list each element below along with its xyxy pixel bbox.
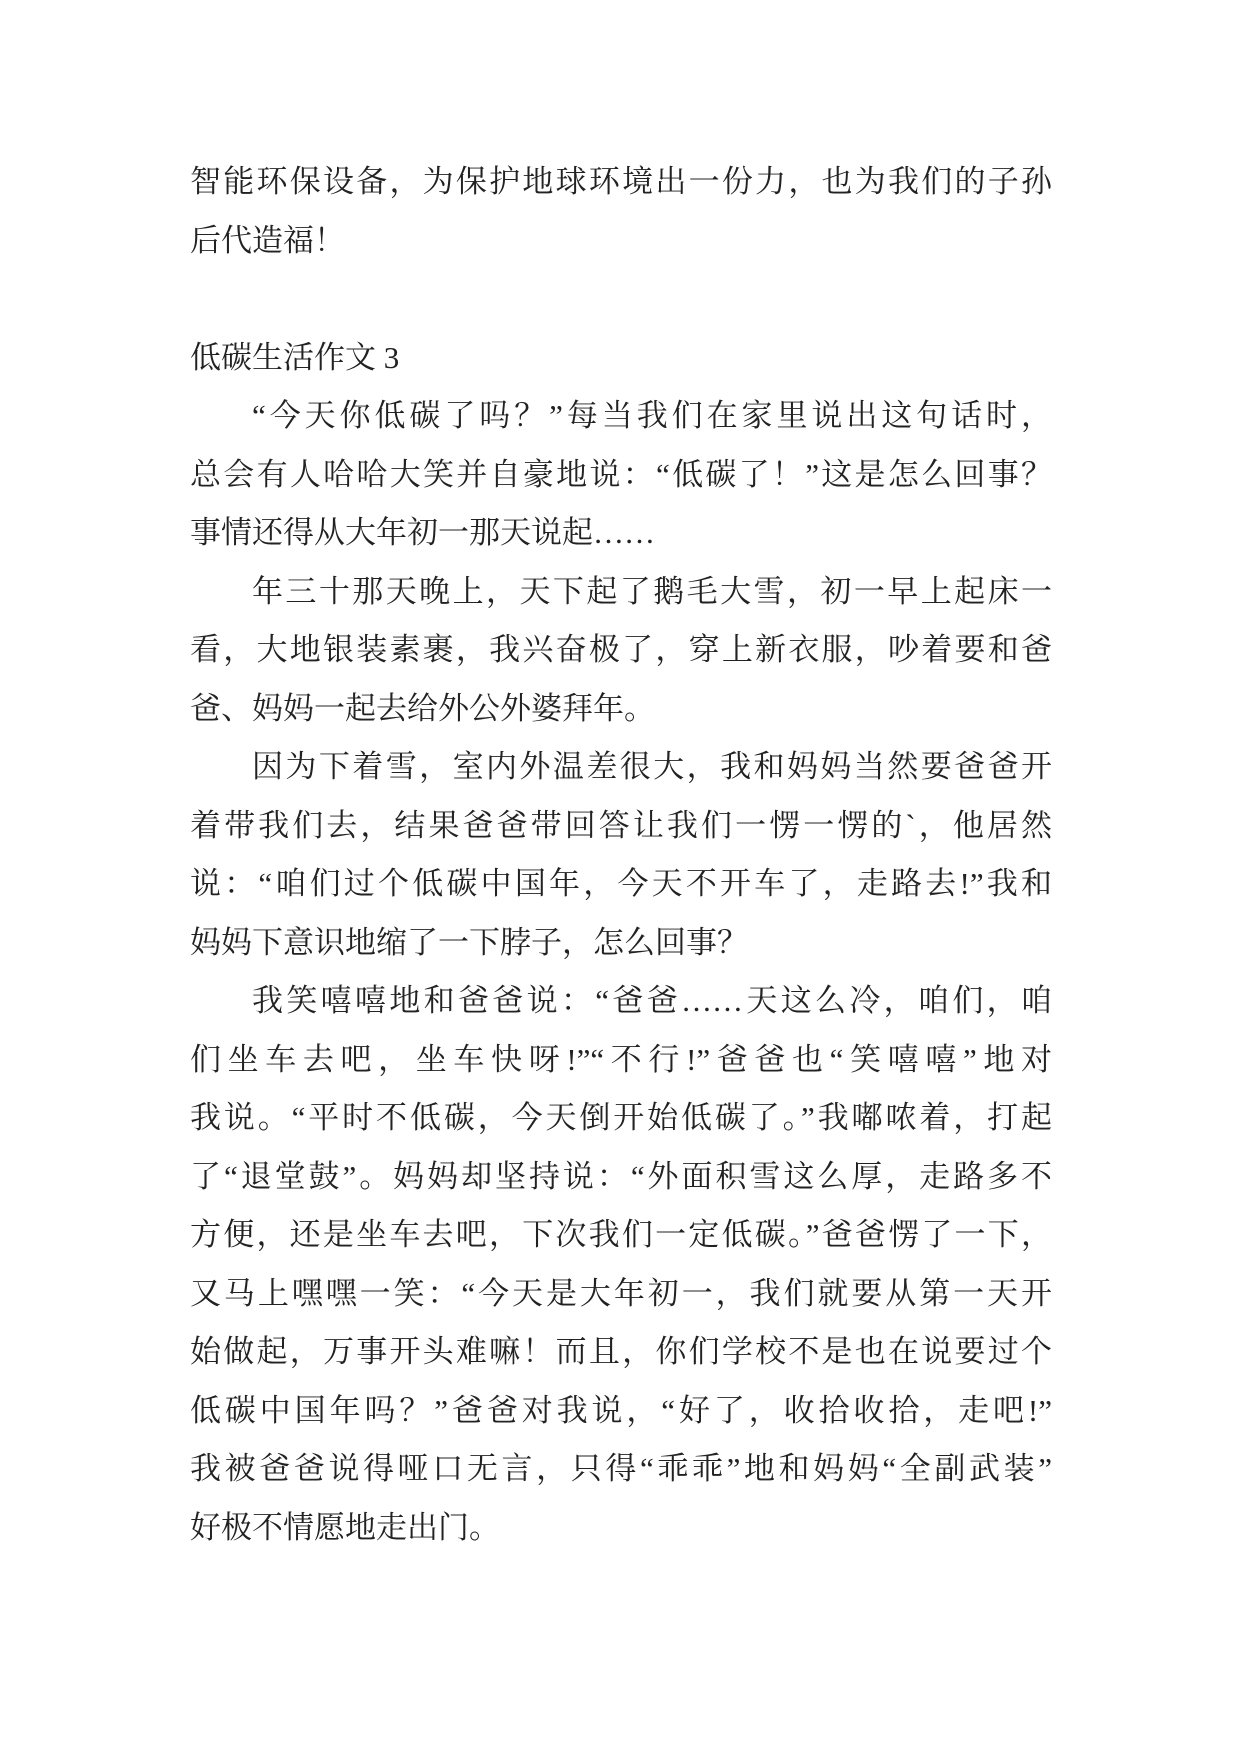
text-line: 我说。“平时不低碳，今天倒开始低碳了。”我嘟哝着，打起 xyxy=(190,1100,1052,1135)
essay-title: 低碳生活作文 3 xyxy=(190,339,400,375)
text-line: 我被爸爸说得哑口无言，只得“乖乖”地和妈妈“全副武装” xyxy=(190,1451,1052,1486)
text-line: 好极不情愿地走出门。 xyxy=(190,1509,500,1545)
text-line: 爸、妈妈一起去给外公外婆拜年。 xyxy=(190,690,655,726)
text-line: 低碳中国年吗？”爸爸对我说，“好了，收拾收拾，走吧!” xyxy=(190,1392,1052,1428)
document-body xyxy=(190,153,1052,1557)
paragraph xyxy=(190,738,1052,972)
text-line: 们坐车去吧，坐车快呀!”“不行!”爸爸也“笑嘻嘻”地对 xyxy=(190,1041,1052,1077)
continuation-paragraph xyxy=(190,153,1052,270)
text-line: 我笑嘻嘻地和爸爸说：“爸爸……天这么冷，咱们，咱 xyxy=(252,983,1052,1018)
text-line: 年三十那天晚上，天下起了鹅毛大雪，初一早上起床一 xyxy=(252,573,1052,609)
text-line: “今天你低碳了吗？”每当我们在家里说出这句话时， xyxy=(252,398,1052,433)
text-line: 看，大地银装素裹，我兴奋极了，穿上新衣服，吵着要和爸 xyxy=(190,632,1052,667)
text-line: 着带我们去，结果爸爸带回答让我们一愣一愣的`，他居然 xyxy=(190,807,1052,843)
text-line: 了“退堂鼓”。妈妈却坚持说：“外面积雪这么厚，走路多不 xyxy=(190,1158,1052,1194)
text-line: 总会有人哈哈大笑并自豪地说：“低碳了！”这是怎么回事？ xyxy=(190,456,1052,492)
text-line: 始做起，万事开头难嘛！而且，你们学校不是也在说要过个 xyxy=(190,1334,1052,1369)
paragraph xyxy=(190,563,1052,739)
text-line: 方便，还是坐车去吧，下次我们一定低碳。”爸爸愣了一下， xyxy=(190,1217,1052,1252)
text-line: 因为下着雪，室内外温差很大，我和妈妈当然要爸爸开 xyxy=(252,749,1052,784)
text-line: 又马上嘿嘿一笑：“今天是大年初一，我们就要从第一天开 xyxy=(190,1275,1052,1311)
paragraph xyxy=(190,972,1052,1557)
text-line: 说：“咱们过个低碳中国年，今天不开车了，走路去!”我和 xyxy=(190,866,1052,901)
text-line: 事情还得从大年初一那天说起…… xyxy=(190,515,655,550)
paragraph xyxy=(190,387,1052,563)
text-line: 智能环保设备，为保护地球环境出一份力，也为我们的子孙 xyxy=(190,164,1052,199)
blank-line xyxy=(190,270,1052,329)
text-line: 妈妈下意识地缩了一下脖子，怎么回事？ xyxy=(190,924,748,960)
text-line: 后代造福！ xyxy=(190,222,345,258)
